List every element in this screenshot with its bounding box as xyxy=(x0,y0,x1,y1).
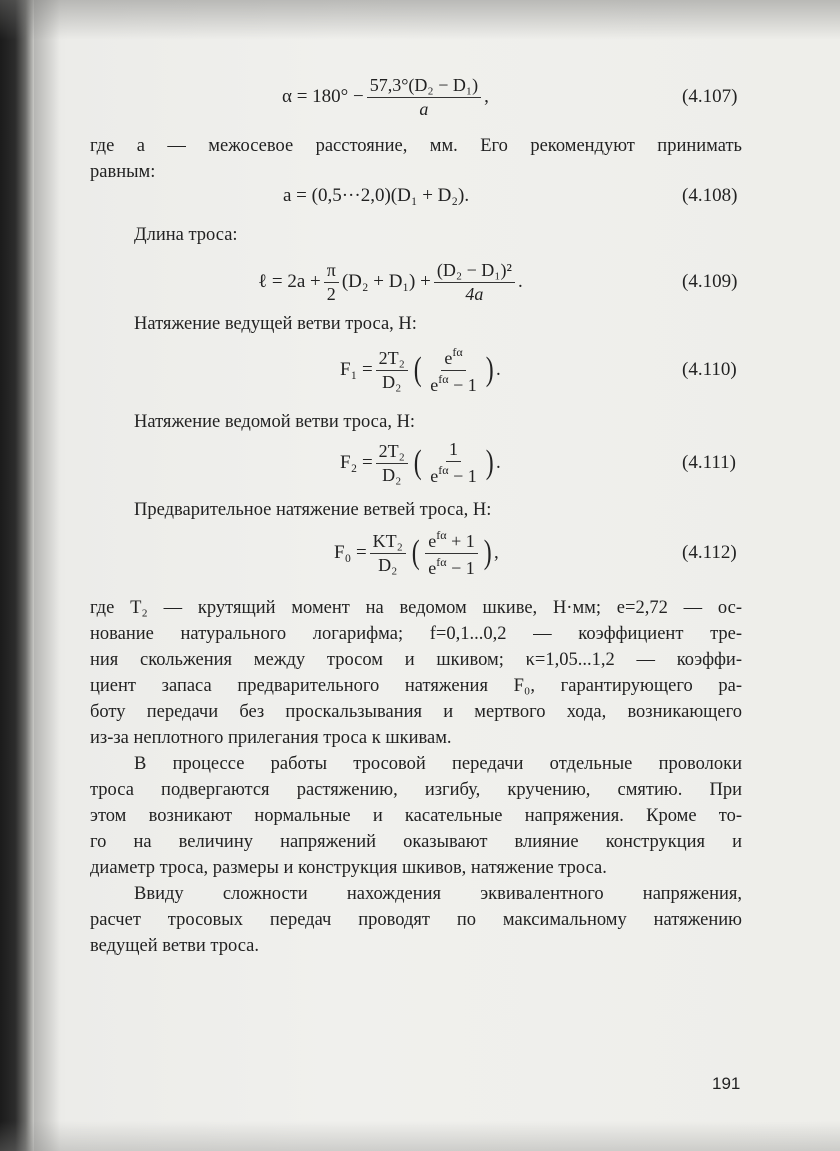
formula-lhs: F₂ = xyxy=(340,452,373,473)
formula-4-112-body xyxy=(334,523,499,583)
text-line: Длина троса: xyxy=(134,225,238,245)
text-line: В процессе работы тросовой передачи отдельные проволоки xyxy=(134,754,742,774)
formula-4-109-body xyxy=(258,252,523,312)
bottom-edge-shadow xyxy=(0,1121,840,1151)
text-line: равным: xyxy=(90,162,156,182)
left-paren: ( xyxy=(413,444,422,481)
formula-denominator: a xyxy=(419,98,429,119)
text-line: из-за неплотного прилегания троса к шкивам. xyxy=(90,728,452,748)
formula-4-111-body xyxy=(340,433,501,493)
formula-tail: , xyxy=(484,86,489,107)
formula-denominator: 2 xyxy=(326,283,336,304)
page-number: 191 xyxy=(712,1074,741,1093)
formula-numerator: 2T₂ xyxy=(376,349,408,371)
text-line: где T₂ — крутящий момент на ведомом шкиве, Н·мм; e=2,72 — ос- xyxy=(90,598,742,618)
formula-4-108 xyxy=(0,166,840,226)
formula-fraction xyxy=(434,261,515,304)
formula-inner-fraction xyxy=(427,440,479,486)
text-line: Натяжение ведущей ветви троса, Н: xyxy=(134,314,417,334)
formula-tail: , xyxy=(494,542,499,563)
formula-numerator: 1 xyxy=(446,440,461,462)
formula-lhs: α = 180° − xyxy=(282,86,364,107)
right-paren: ) xyxy=(483,534,492,571)
top-edge-shadow xyxy=(0,0,840,40)
formula-tail: . xyxy=(496,452,501,473)
formula-4-110 xyxy=(0,340,840,400)
formula-numerator: 57,3°(D₂ − D₁) xyxy=(367,76,481,98)
text-line: ведущей ветви троса. xyxy=(90,936,259,956)
equation-number: (4.110) xyxy=(682,359,737,380)
equation-number: (4.111) xyxy=(682,452,736,473)
text-line: ния скольжения между тросом и шкивом; κ=1,05...1,2 — коэффи- xyxy=(90,650,742,670)
formula-4-107-body xyxy=(282,67,489,127)
equation-number: (4.108) xyxy=(682,185,738,206)
right-paren: ) xyxy=(485,444,494,481)
formula-numerator: KT₂ xyxy=(370,532,406,554)
formula-numerator: (D₂ − D₁)² xyxy=(434,261,515,283)
formula-4-108-body: a = (0,5···2,0)(D₁ + D₂). xyxy=(283,185,470,206)
text-line: троса подвергаются растяжению, изгибу, кручению, смятию. При xyxy=(90,780,742,800)
text-line: Ввиду сложности нахождения эквивалентного напряжения, xyxy=(134,884,742,904)
formula-denominator: $e^{f\alpha} - 1$ xyxy=(428,554,475,578)
formula-4-110-body xyxy=(340,340,501,400)
formula-denominator: D₂ xyxy=(382,371,402,392)
equation-number: (4.107) xyxy=(682,86,738,107)
text-line: Предварительное натяжение ветвей троса, Н: xyxy=(134,500,492,520)
formula-denominator: D₂ xyxy=(378,554,398,575)
formula-pi-fraction xyxy=(324,261,339,304)
formula-denominator: 4a xyxy=(465,283,484,304)
formula-numerator: π xyxy=(324,261,339,283)
formula-numerator: 2T₂ xyxy=(376,442,408,464)
text-line: Натяжение ведомой ветви троса, Н: xyxy=(134,412,416,432)
formula-inner-fraction xyxy=(425,529,477,578)
right-paren: ) xyxy=(485,351,494,388)
formula-4-112 xyxy=(0,523,840,583)
formula-denominator: $e^{f\alpha} - 1$ xyxy=(430,371,477,395)
formula-fraction xyxy=(367,76,481,119)
equation-number: (4.112) xyxy=(682,542,737,563)
formula-tail: . xyxy=(496,359,501,380)
equation-number: (4.109) xyxy=(682,271,738,292)
formula-fraction xyxy=(376,442,408,485)
text-line: циент запаса предварительного натяжения F₀, гарантирующего ра- xyxy=(90,676,742,696)
text-line: этом возникают нормальные и касательные напряжения. Кроме то- xyxy=(90,806,742,826)
formula-denominator: D₂ xyxy=(382,464,402,485)
formula-middle: (D₂ + D₁) + xyxy=(341,271,431,292)
formula-lhs: F₀ = xyxy=(334,542,367,563)
formula-lhs: F₁ = xyxy=(340,359,373,380)
formula-lhs: ℓ = 2a + xyxy=(258,271,321,292)
text-line: боту передачи без проскальзывания и мертвого хода, возникающего xyxy=(90,702,742,722)
left-paren: ( xyxy=(413,351,422,388)
left-paren: ( xyxy=(411,534,420,571)
formula-inner-fraction xyxy=(427,346,479,395)
formula-4-109 xyxy=(0,252,840,312)
formula-numerator: $e^{f\alpha} + 1$ xyxy=(425,529,477,554)
text-line: диаметр троса, размеры и конструкция шкивов, натяжение троса. xyxy=(90,858,607,878)
text-line: где a — межосевое расстояние, мм. Его рекомендуют принимать xyxy=(90,136,742,156)
formula-fraction xyxy=(370,532,406,575)
formula-numerator: $e^{f\alpha}$ xyxy=(441,346,465,371)
text-line: расчет тросовых передач проводят по максимальному натяжению xyxy=(90,910,742,930)
formula-tail: . xyxy=(517,271,523,292)
formula-denominator: $e^{f\alpha} - 1$ xyxy=(430,463,477,486)
formula-4-107 xyxy=(0,67,840,127)
formula-4-111 xyxy=(0,433,840,493)
text-line: нование натурального логарифма; f=0,1...0,2 — коэффициент тре- xyxy=(90,624,742,644)
text-line: го на величину напряжений оказывают влияние конструкция и xyxy=(90,832,742,852)
formula-fraction xyxy=(376,349,408,392)
